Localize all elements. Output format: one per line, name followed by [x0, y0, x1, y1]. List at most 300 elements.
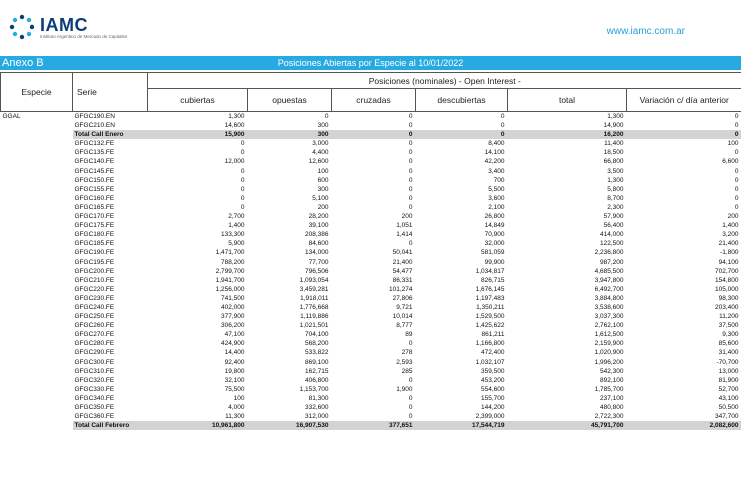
cell-value: 0	[408, 185, 413, 193]
cell-value: 200	[401, 213, 413, 221]
cell-value: 278	[401, 349, 413, 357]
cell-especie: GGAL	[2, 113, 21, 120]
cell-serie: GFGC230.FE	[74, 294, 115, 302]
table-row	[1, 157, 741, 166]
cell-value: 10,014	[392, 313, 413, 321]
cell-value: 56,400	[603, 222, 624, 230]
cell-value: 0	[408, 122, 413, 130]
cell-value: 542,300	[600, 367, 624, 375]
cell-serie: GFGC300.FE	[74, 358, 115, 366]
header-cruzadas: cruzadas	[332, 89, 416, 112]
cell-value: 0	[240, 203, 245, 211]
cell-value: 377,900	[221, 313, 245, 321]
cell-value: 0	[734, 113, 739, 120]
table-row	[1, 167, 741, 176]
cell-value: 105,000	[715, 285, 739, 293]
cell-value: 0	[240, 194, 245, 202]
cell-value: 1,350,211	[476, 303, 505, 311]
cell-value: 12,600	[308, 158, 329, 166]
cell-value: 50,041	[392, 249, 413, 257]
cell-serie: GFGC200.FE	[74, 267, 115, 275]
cell-serie: Total Call Enero	[73, 130, 148, 139]
cell-especie	[1, 303, 73, 312]
cell-serie: GFGC210.FE	[74, 276, 115, 284]
cell-serie: GFGC155.FE	[74, 185, 115, 193]
cell-value: 1,021,501	[299, 322, 329, 330]
cell-value: 28,200	[308, 213, 329, 221]
cell-value: 0	[408, 404, 413, 411]
cell-value: 6,600	[722, 158, 739, 166]
table-row	[1, 358, 741, 367]
cell-value: 1,996,200	[594, 358, 624, 366]
cell-value: 14,900	[603, 122, 624, 130]
cell-value: 54,477	[392, 267, 413, 275]
cell-value: 13,000	[718, 367, 739, 375]
cell-value: 85,600	[718, 340, 739, 348]
table-row	[1, 248, 741, 257]
cell-value: 3,400	[488, 167, 505, 175]
cell-value: 3,200	[722, 231, 739, 239]
cell-value: 2,700	[228, 213, 245, 221]
cell-value: 5,500	[488, 185, 505, 193]
cell-serie: GFGC250.FE	[74, 313, 115, 321]
cell-value: 5,800	[607, 185, 624, 193]
cell-value: 0	[734, 167, 739, 175]
cell-value: 1,612,500	[594, 331, 624, 339]
total-row	[1, 130, 741, 139]
cell-especie	[1, 421, 73, 430]
cell-value: 0	[408, 203, 413, 211]
logo-name: IAMC	[40, 14, 88, 35]
cell-value: 533,822	[305, 349, 329, 357]
cell-especie	[1, 385, 73, 394]
header-total: total	[508, 89, 627, 112]
cell-value: 200	[317, 203, 329, 211]
cell-value: 1,900	[396, 385, 413, 393]
cell-value: 0	[408, 340, 413, 348]
cell-value: 0	[734, 203, 739, 211]
cell-value: 8,700	[607, 194, 624, 202]
cell-value: 1,153,700	[299, 385, 329, 393]
cell-value: 14,400	[224, 349, 245, 357]
cell-value: 987,200	[600, 258, 624, 266]
table-row	[1, 139, 741, 148]
cell-value: 0	[627, 130, 741, 139]
cell-value: 45,791,700	[508, 421, 627, 430]
cell-value: 57,900	[603, 213, 624, 221]
cell-especie	[1, 330, 73, 339]
cell-value: 11,300	[225, 413, 245, 421]
cell-especie	[1, 412, 73, 421]
cell-especie	[1, 121, 73, 130]
cell-value: 17,544,719	[416, 421, 508, 430]
cell-value: 12,000	[224, 158, 245, 166]
cell-value: 200	[727, 213, 739, 221]
cell-value: 0	[332, 130, 416, 139]
cell-value: 0	[734, 194, 739, 202]
cell-value: 47,100	[224, 331, 245, 339]
table-row	[1, 239, 741, 248]
cell-value: 1,918,011	[300, 294, 329, 302]
total-row	[1, 421, 741, 430]
cell-value: 0	[408, 140, 413, 148]
cell-value: 11,200	[719, 313, 739, 321]
cell-value: 50,500	[718, 404, 739, 411]
cell-serie: GFGC195.FE	[74, 258, 115, 266]
cell-serie: GFGC330.FE	[74, 385, 115, 393]
cell-value: 32,000	[484, 240, 505, 248]
cell-value: 300	[317, 185, 329, 193]
table-row	[1, 176, 741, 185]
cell-especie	[1, 367, 73, 376]
cell-value: 43,100	[718, 394, 739, 402]
cell-serie: GFGC132.FE	[74, 140, 115, 148]
cell-value: 3,538,600	[594, 303, 624, 311]
cell-value: 796,506	[305, 267, 329, 275]
cell-value: 101,274	[389, 285, 413, 293]
cell-value: 18,500	[603, 149, 624, 157]
cell-especie	[1, 312, 73, 321]
table-row	[1, 112, 741, 122]
cell-value: 31,400	[718, 349, 739, 357]
cell-serie: GFGC180.FE	[74, 231, 115, 239]
cell-serie: GFGC310.FE	[74, 367, 115, 375]
cell-serie: GFGC350.FE	[74, 404, 115, 411]
cell-value: 1,300	[607, 176, 624, 184]
cell-value: 1,034,817	[475, 267, 505, 275]
cell-value: 155,700	[481, 394, 505, 402]
table-row	[1, 412, 741, 421]
cell-value: 300	[248, 130, 332, 139]
cell-value: 134,000	[305, 249, 329, 257]
cell-value: 0	[408, 158, 413, 166]
cell-serie: GFGC145.FE	[74, 167, 115, 175]
table-row	[1, 276, 741, 285]
cell-value: 5,100	[312, 194, 329, 202]
cell-especie	[1, 239, 73, 248]
cell-value: 0	[500, 122, 505, 130]
cell-serie: GFGC220.FE	[74, 285, 115, 293]
cell-value: 1,776,668	[299, 303, 329, 311]
cell-value: 21,400	[392, 258, 413, 266]
cell-value: 92,400	[224, 358, 245, 366]
table-row	[1, 376, 741, 385]
cell-value: 406,800	[305, 376, 329, 384]
table-row	[1, 185, 741, 194]
cell-serie: GFGC140.FE	[74, 158, 115, 166]
cell-especie	[1, 185, 73, 194]
header-variacion: Variación c/ día anterior	[627, 89, 741, 112]
cell-especie	[1, 212, 73, 221]
cell-value: 2,722,300	[594, 413, 624, 421]
header-especie: Especie	[1, 73, 73, 112]
cell-value: 453,200	[481, 376, 505, 384]
header-opuestas: opuestas	[248, 89, 332, 112]
cell-value: 89	[405, 331, 413, 339]
cell-value: 2,762,100	[594, 322, 624, 330]
cell-value: 4,685,500	[594, 267, 624, 275]
cell-value: 84,600	[308, 240, 329, 248]
table-row	[1, 321, 741, 330]
header-descubiertas: descubiertas	[416, 89, 508, 112]
cell-value: 0	[240, 140, 245, 148]
cell-especie	[1, 248, 73, 257]
cell-value: 86,331	[392, 276, 413, 284]
table-row	[1, 367, 741, 376]
cell-value: 554,600	[481, 385, 505, 393]
cell-value: 581,059	[481, 249, 505, 257]
cell-value: 10,961,800	[148, 421, 248, 430]
cell-value: 16,200	[508, 130, 627, 139]
cell-value: 9,721	[396, 303, 413, 311]
cell-value: 788,200	[221, 258, 245, 266]
cell-value: 568,200	[305, 340, 329, 348]
header-cubiertas: cubiertas	[148, 89, 248, 112]
cell-value: 5,900	[228, 240, 245, 248]
cell-value: 700	[493, 176, 505, 184]
cell-value: 332,600	[305, 404, 329, 411]
cell-especie	[1, 376, 73, 385]
cell-value: 702,700	[715, 267, 739, 275]
cell-value: 14,849	[484, 222, 505, 230]
cell-value: 1,941,700	[215, 276, 245, 284]
cell-value: 98,300	[718, 294, 739, 302]
cell-value: 2,799,700	[215, 267, 245, 275]
cell-especie	[1, 221, 73, 230]
cell-value: 3,000	[312, 140, 329, 148]
cell-value: 414,000	[600, 231, 624, 239]
cell-value: 237,100	[600, 394, 624, 402]
cell-value: 359,500	[481, 367, 505, 375]
cell-value: 27,806	[392, 294, 413, 302]
cell-value: 77,700	[308, 258, 329, 266]
cell-value: 1,471,700	[215, 249, 245, 257]
cell-value: 1,425,622	[475, 322, 505, 330]
iamc-logo-icon	[8, 13, 36, 41]
cell-value: 704,100	[305, 331, 329, 339]
cell-especie	[1, 358, 73, 367]
table-row	[1, 148, 741, 157]
cell-serie: Total Call Febrero	[73, 421, 148, 430]
title-banner	[0, 56, 741, 70]
cell-value: 154,800	[715, 276, 739, 284]
cell-value: 0	[408, 413, 413, 421]
cell-value: 0	[408, 394, 413, 402]
table-row	[1, 339, 741, 348]
table-row	[1, 194, 741, 203]
cell-especie	[1, 267, 73, 276]
cell-value: 1,051	[396, 222, 413, 230]
cell-value: 2,399,000	[475, 413, 505, 421]
cell-serie: GFGC185.FE	[74, 240, 115, 248]
table-row	[1, 230, 741, 239]
cell-serie: GFGC190.EN	[74, 113, 115, 120]
cell-serie: GFGC240.FE	[74, 303, 115, 311]
table-body	[1, 112, 741, 431]
table-row	[1, 258, 741, 267]
cell-value: 0	[408, 167, 413, 175]
cell-value: 19,800	[224, 367, 245, 375]
cell-value: 1,020,900	[594, 349, 624, 357]
cell-value: 39,100	[308, 222, 329, 230]
cell-especie	[1, 258, 73, 267]
cell-especie	[1, 294, 73, 303]
cell-value: 869,100	[305, 358, 329, 366]
cell-value: 1,300	[607, 113, 624, 120]
cell-serie: GFGC190.FE	[74, 249, 115, 257]
cell-value: 0	[734, 185, 739, 193]
cell-value: 3,947,800	[594, 276, 624, 284]
cell-value: 3,037,300	[594, 313, 624, 321]
website-link[interactable]: www.iamc.com.ar	[606, 26, 685, 37]
cell-value: 81,900	[718, 376, 739, 384]
cell-value: 15,900	[148, 130, 248, 139]
cell-value: 600	[317, 176, 329, 184]
cell-value: 42,200	[484, 158, 505, 166]
cell-value: 0	[408, 240, 413, 248]
cell-value: 37,500	[718, 322, 739, 330]
cell-value: 14,600	[224, 122, 245, 130]
cell-especie	[1, 321, 73, 330]
cell-value: 4,400	[312, 149, 329, 157]
cell-serie: GFGC150.FE	[74, 176, 115, 184]
cell-value: 1,300	[228, 113, 245, 120]
header-group: Posiciones (nominales) - Open Interest -	[148, 73, 741, 89]
cell-value: 0	[408, 376, 413, 384]
cell-value: 402,000	[221, 303, 245, 311]
cell-value: 0	[734, 176, 739, 184]
cell-serie: GFGC165.FE	[74, 203, 115, 211]
cell-value: 377,651	[332, 421, 416, 430]
cell-especie	[1, 130, 73, 139]
page-title: Posiciones Abiertas por Especie al 10/01/2022	[277, 58, 464, 68]
cell-serie: GFGC175.FE	[74, 222, 115, 230]
cell-value: 16,907,530	[248, 421, 332, 430]
cell-especie	[1, 148, 73, 157]
cell-value: 0	[240, 167, 245, 175]
table-row	[1, 212, 741, 221]
cell-serie: GFGC280.FE	[74, 340, 115, 348]
cell-value: 70,900	[484, 231, 505, 239]
cell-value: 144,200	[481, 404, 505, 411]
table-row	[1, 267, 741, 276]
cell-value: 0	[734, 149, 739, 157]
cell-value: 1,119,886	[300, 313, 329, 321]
cell-especie	[1, 348, 73, 357]
table-row	[1, 294, 741, 303]
cell-serie: GFGC160.FE	[74, 194, 115, 202]
cell-value: 1,785,700	[594, 385, 624, 393]
table-row	[1, 221, 741, 230]
cell-value: 0	[416, 130, 508, 139]
cell-serie: GFGC170.FE	[74, 213, 115, 221]
cell-value: 100	[727, 140, 739, 148]
cell-value: 0	[240, 176, 245, 184]
cell-value: 1,093,054	[299, 276, 329, 284]
cell-value: 0	[734, 122, 739, 130]
cell-value: 3,600	[488, 194, 505, 202]
cell-especie	[1, 176, 73, 185]
table-row	[1, 312, 741, 321]
cell-value: 1,529,500	[475, 313, 505, 321]
cell-value: -1,800	[720, 249, 739, 257]
cell-serie: GFGC290.FE	[74, 349, 115, 357]
cell-value: 9,300	[722, 331, 739, 339]
cell-value: 312,000	[305, 413, 329, 421]
cell-especie	[1, 230, 73, 239]
cell-serie: GFGC360.FE	[74, 413, 115, 421]
cell-value: 1,400	[228, 222, 245, 230]
table-row	[1, 203, 741, 212]
cell-value: 4,000	[228, 404, 245, 411]
cell-value: 0	[500, 113, 505, 120]
cell-value: 472,400	[481, 349, 505, 357]
table-row	[1, 348, 741, 357]
cell-value: 21,400	[718, 240, 739, 248]
cell-value: -70,700	[716, 358, 739, 366]
table-row	[1, 121, 741, 130]
cell-value: 100	[233, 394, 245, 402]
cell-value: 133,300	[221, 231, 245, 239]
cell-value: 6,492,700	[594, 285, 624, 293]
table-row	[1, 394, 741, 403]
cell-serie: GFGC320.FE	[74, 376, 115, 384]
cell-value: 203,400	[715, 303, 739, 311]
cell-value: 424,900	[221, 340, 245, 348]
cell-value: 208,386	[305, 231, 329, 239]
logo-subtitle: Instituto Argentino de Mercado de Capitales	[40, 33, 128, 39]
annex-label: Anexo B	[2, 57, 44, 69]
cell-value: 1,032,107	[475, 358, 505, 366]
table-row	[1, 330, 741, 339]
cell-value: 1,256,000	[215, 285, 245, 293]
cell-value: 2,236,800	[594, 249, 624, 257]
cell-value: 3,500	[607, 167, 624, 175]
cell-serie: GFGC260.FE	[74, 322, 115, 330]
cell-especie	[1, 157, 73, 166]
cell-value: 0	[324, 113, 329, 120]
cell-value: 8,400	[488, 140, 505, 148]
cell-especie	[1, 139, 73, 148]
cell-value: 75,500	[224, 385, 245, 393]
cell-value: 26,800	[484, 213, 505, 221]
cell-serie: GFGC340.FE	[74, 394, 115, 402]
cell-value: 2,100	[488, 203, 505, 211]
cell-value: 0	[408, 149, 413, 157]
cell-value: 32,100	[224, 376, 245, 384]
table-row	[1, 303, 741, 312]
cell-value: 11,400	[604, 140, 624, 148]
cell-value: 94,100	[718, 258, 739, 266]
cell-value: 2,159,900	[594, 340, 624, 348]
cell-especie	[1, 276, 73, 285]
table-row	[1, 385, 741, 394]
cell-value: 1,197,483	[475, 294, 505, 302]
cell-value: 1,166,800	[475, 340, 505, 348]
header-serie: Serie	[73, 73, 148, 112]
cell-value: 66,800	[603, 158, 624, 166]
cell-value: 8,777	[396, 322, 413, 330]
cell-value: 99,900	[484, 258, 505, 266]
cell-serie: GFGC270.FE	[74, 331, 115, 339]
cell-value: 3,459,281	[299, 285, 329, 293]
cell-value: 81,300	[308, 394, 329, 402]
open-interest-table	[0, 72, 741, 430]
cell-value: 300	[317, 122, 329, 130]
cell-value: 480,800	[600, 404, 624, 411]
cell-value: 2,300	[607, 203, 624, 211]
cell-value: 861,211	[481, 331, 505, 339]
